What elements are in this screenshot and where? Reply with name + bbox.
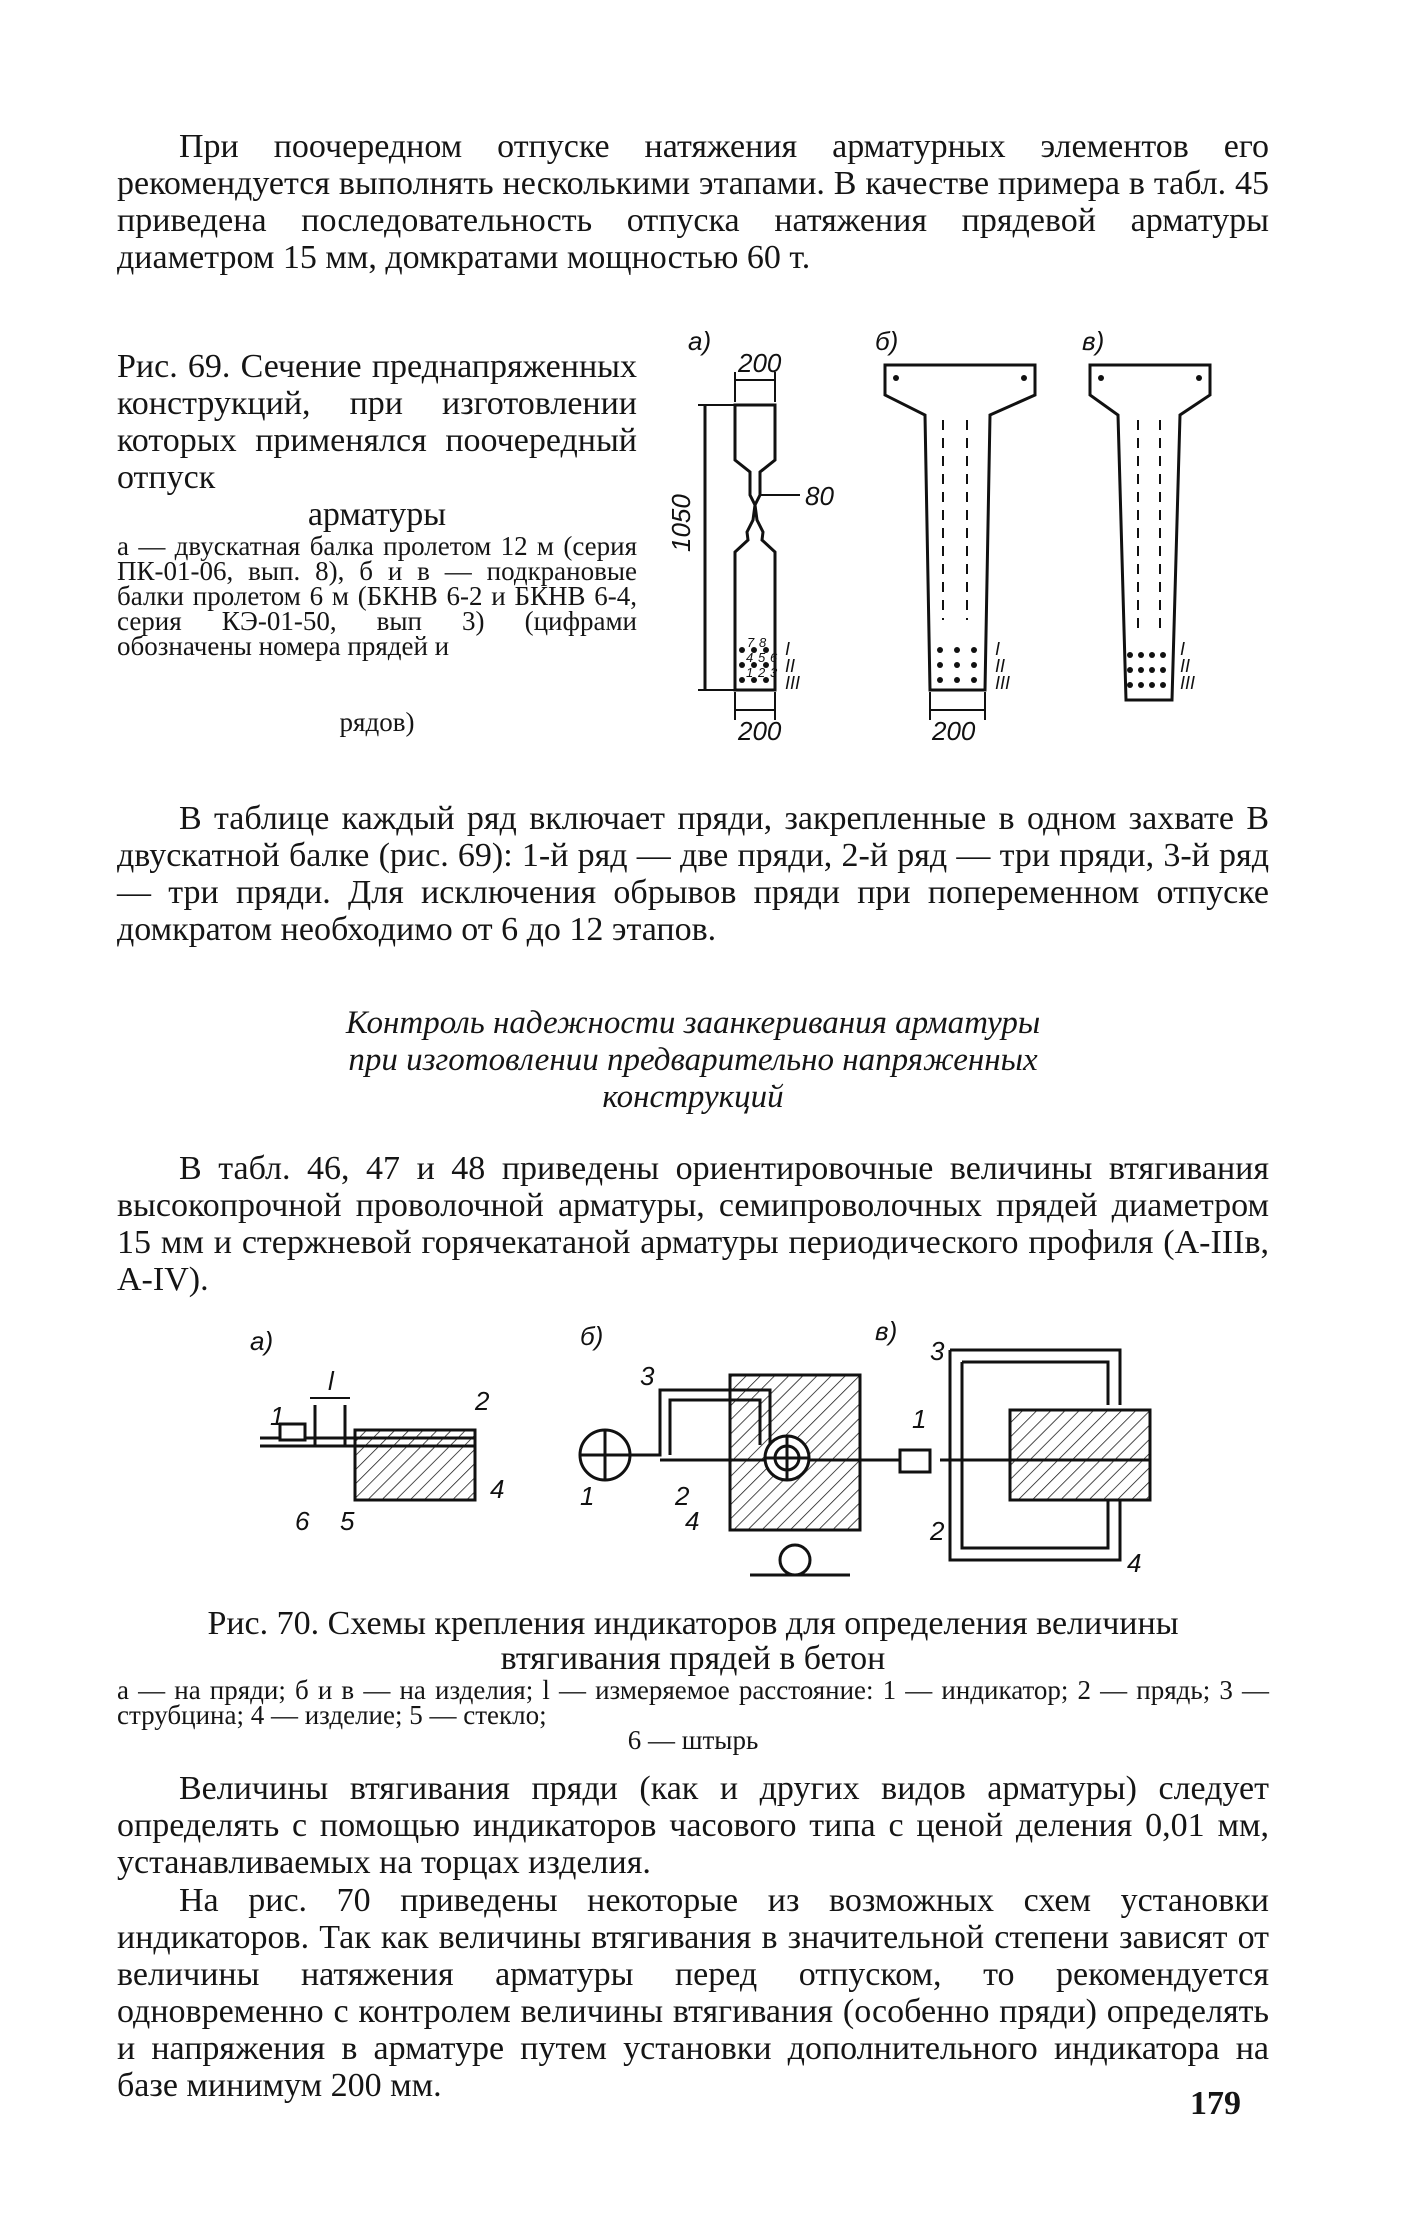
part-label-3-b: 3 [640,1361,655,1391]
section-heading-line-3: конструкций [602,1079,784,1115]
part-label-2-b: 2 [675,1481,690,1511]
row-label-c-1: I [1180,639,1186,659]
paragraph-3: В табл. 46, 47 и 48 приведены ориентировочные величины втягивания высокопрочной проволочной арматуры, семипроволочных прядей диаметром 15 мм и стержневой горячекатаной арматуры периодического профиля (А-IIIв, А-IV). [117,1150,1269,1298]
part-label-4-a: 4 [490,1474,505,1504]
part-label-1-a: 1 [270,1401,285,1431]
paragraph-2: В таблице каждый ряд включает пряди, закрепленные в одном захвате В двускатной балке (рис. 69): 1-й ряд — две пряди, 2-й ряд — три пряди, 3-й ряд — три пряди. Для исключения обрывов пряди при попеременном отпуске домкратом необходимо от 6 до 12 этапов. [117,800,1269,948]
figure-70-caption-title-end: втягивания прядей в бетон [500,1640,886,1677]
strand-number-3: 3 [770,665,778,680]
figure-69-drawing [660,320,1260,760]
strand-number-8: 8 [759,635,767,650]
figure-70-label-c: в) [875,1320,898,1346]
strand-number-2: 2 [758,665,766,680]
part-label-1-b: 1 [580,1481,595,1511]
dimension-bottom-width-a: 200 [738,716,782,746]
part-label-1-c: 1 [912,1404,927,1434]
row-label-a-3: III [785,673,801,693]
figure-70-caption-text: а — на пряди; б и в — на изделия; l — измеряемое расстояние: 1 — индикатор; 2 — прядь; 3 — струбцина; 4 — изделие; 5 — стекло; [117,1675,1269,1730]
dimension-web-width: 80 [805,481,834,511]
figure-70-label-b: б) [580,1321,604,1351]
part-label-l: l [328,1366,334,1396]
part-label-2-c: 2 [930,1516,945,1546]
figure-69-label-b: б) [875,326,899,356]
intro-paragraph: При поочередном отпуске натяжения арматурных элементов его рекомендуется выполнять несколькими этапами. В качестве примера в табл. 45 приведена последовательность отпуска натяжения прядевой арматуры диаметром 15 мм, домкратами мощностью 60 т. [117,128,1269,276]
row-label-b-2: II [995,656,1006,676]
figure-69-label-a: а) [688,326,712,356]
dimension-top-width: 200 [738,348,782,378]
figure-70-label-a: а) [250,1326,274,1356]
row-label-b-1: I [995,639,1001,659]
page-number: 179 [1190,2085,1241,2122]
figure-70-caption-text-end: 6 — штырь [627,1725,759,1755]
section-heading-line-2: при изготовлении предварительно напряженных [348,1042,1038,1078]
figure-69-label-c: в) [1082,326,1105,356]
figure-70-drawing [250,1320,1180,1580]
figure-69-caption-text-end: рядов) [339,707,415,737]
row-label-c-3: III [1180,673,1196,693]
part-label-3-c: 3 [930,1336,945,1366]
strand-number-4: 4 [746,650,754,665]
part-label-6: 6 [295,1506,310,1536]
part-label-4-c: 4 [1127,1548,1142,1578]
strand-number-1: 1 [746,665,754,680]
section-heading-line-1: Контроль надежности заанкеривания арматуры [345,1005,1041,1041]
strand-number-5: 5 [758,650,766,665]
row-label-a-1: I [785,639,791,659]
row-label-b-3: III [995,673,1011,693]
dimension-bottom-width-b: 200 [932,716,976,746]
part-label-5: 5 [340,1506,355,1536]
strand-number-6: 6 [770,650,778,665]
strand-number-7: 7 [747,635,755,650]
figure-70-caption-title: Рис. 70. Схемы крепления индикаторов для определения величины [207,1605,1179,1642]
figure-69-caption-title-end: арматуры [307,496,447,533]
part-label-2-a: 2 [475,1386,490,1416]
paragraph-5: На рис. 70 приведены некоторые из возможных схем установки индикаторов. Так как величины втягивания в значительной степени зависят от величины натяжения арматуры перед отпуском, то рекомендуется одновременно с контролем величины втягивания (особенно пряди) определять и напряжения в арматуре путем установки дополнительного индикатора на базе минимум 200 мм. [117,1882,1269,2104]
paragraph-4: Величины втягивания пряди (как и других видов арматуры) следует определять с помощью индикаторов часового типа с ценой деления 0,01 мм, устанавливаемых на торцах изделия. [117,1770,1269,1881]
part-label-4-b: 4 [685,1506,700,1536]
figure-69-caption-title: Рис. 69. Сечение преднапряженных конструкций, при изготовлении которых применялся поочередный отпуск [117,348,637,496]
row-label-a-2: II [785,656,796,676]
dimension-height: 1050 [666,494,696,552]
figure-69-caption-text: а — двускатная балка пролетом 12 м (серия ПК-01-06, вып. 8), б и в — подкрановые балки пролетом 6 м (БКНВ 6-2 и БКНВ 6-4, серия КЭ-01-50, вып 3) (цифрами обозначены номера прядей и [117,531,637,661]
row-label-c-2: II [1180,656,1191,676]
